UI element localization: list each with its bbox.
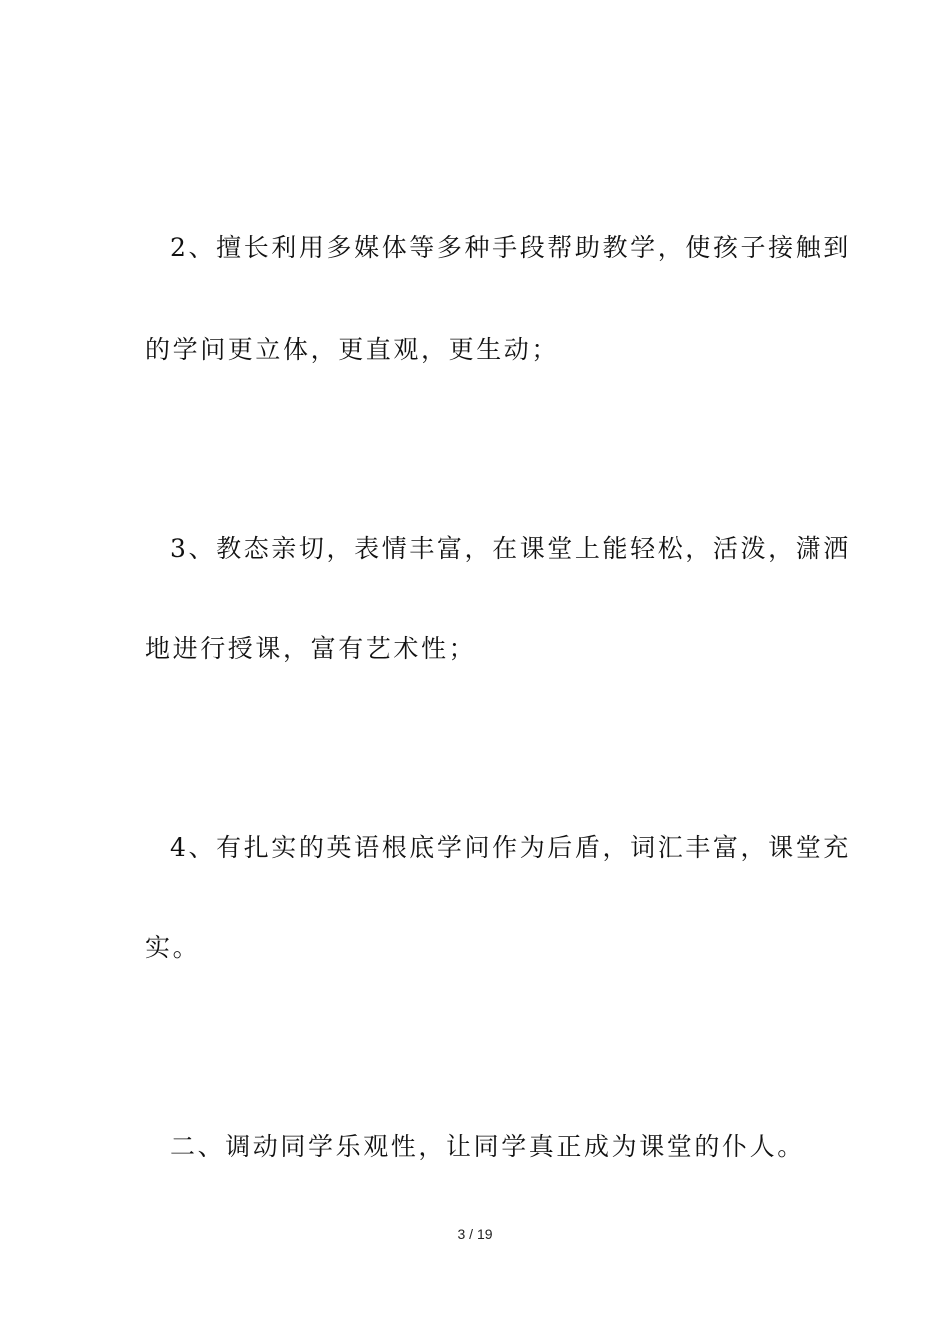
paragraph-line: 2、擅长利用多媒体等多种手段帮助教学，使孩子接触到 [170, 233, 851, 262]
paragraph-line: 3、教态亲切，表情丰富，在课堂上能轻松，活泼，潇洒 [170, 534, 851, 563]
section-heading: 二、调动同学乐观性，让同学真正成为课堂的仆人。 [170, 1132, 805, 1161]
paragraph-line: 实。 [145, 933, 201, 962]
paragraph-line: 的学问更立体，更直观，更生动； [145, 335, 560, 364]
page-number: 3 / 19 [457, 1226, 493, 1242]
paragraph-line: 4、有扎实的英语根底学问作为后盾，词汇丰富，课堂充 [170, 833, 851, 862]
paragraph-line: 地进行授课，富有艺术性； [145, 634, 477, 663]
